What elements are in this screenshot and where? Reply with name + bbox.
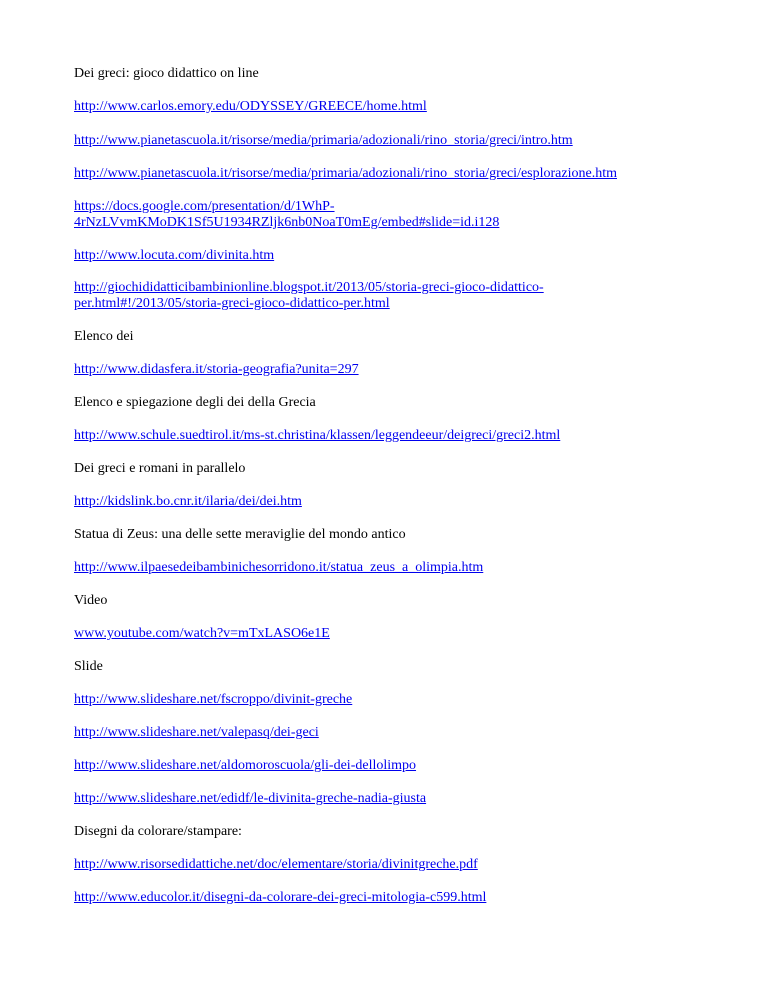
link-schule-suedtirol[interactable] xyxy=(74,428,704,444)
link-risorsedidattiche[interactable] xyxy=(74,857,704,873)
link-didasfera[interactable] xyxy=(74,362,704,378)
heading-dei-greci-gioco xyxy=(74,66,704,82)
link-slideshare-valepasq[interactable] xyxy=(74,725,704,741)
hyperlink-line-1[interactable]: https://docs.google.com/presentation/d/1WhP- xyxy=(74,199,335,214)
heading-slide xyxy=(74,659,704,675)
hyperlink[interactable]: http://kidslink.bo.cnr.it/ilaria/dei/dei.htm xyxy=(74,494,302,509)
heading-statua-zeus xyxy=(74,527,704,543)
hyperlink[interactable]: www.youtube.com/watch?v=mTxLASO6e1E xyxy=(74,626,330,641)
hyperlink-line-1[interactable]: http://giochididatticibambinionline.blogspot.it/2013/05/storia-greci-gioco-didattico- xyxy=(74,280,544,295)
heading-video xyxy=(74,593,704,609)
heading-disegni xyxy=(74,824,704,840)
paragraph-text: Dei greci: gioco didattico on line xyxy=(74,66,259,81)
heading-dei-greci-romani xyxy=(74,461,704,477)
hyperlink[interactable]: http://www.pianetascuola.it/risorse/media/primaria/adozionali/rino_storia/greci/esplorazione.htm xyxy=(74,166,617,181)
link-pianetascuola-esplorazione[interactable] xyxy=(74,166,704,182)
link-carlos-odyssey[interactable] xyxy=(74,99,704,115)
hyperlink[interactable]: http://www.didasfera.it/storia-geografia?unita=297 xyxy=(74,362,359,377)
link-ilpaesedeibambini[interactable] xyxy=(74,560,704,576)
hyperlink[interactable]: http://www.slideshare.net/aldomoroscuola/gli-dei-dellolimpo xyxy=(74,758,417,773)
link-google-docs-presentation[interactable] xyxy=(74,199,704,231)
link-slideshare-aldomoro[interactable] xyxy=(74,758,704,774)
heading-elenco-spiegazione xyxy=(74,395,704,411)
hyperlink-line-2[interactable]: 4rNzLVvmKMoDK1Sf5U1934RZljk6nb0NoaT0mEg/embed#slide=id.i128 xyxy=(74,215,500,230)
hyperlink[interactable]: http://www.slideshare.net/fscroppo/divinit-greche xyxy=(74,692,353,707)
hyperlink[interactable]: http://www.locuta.com/divinita.htm xyxy=(74,248,275,263)
paragraph-text: Dei greci e romani in parallelo xyxy=(74,461,246,476)
paragraph-text: Slide xyxy=(74,659,103,674)
hyperlink[interactable]: http://www.risorsedidattiche.net/doc/elementare/storia/divinitgreche.pdf xyxy=(74,857,478,872)
link-slideshare-fscroppo[interactable] xyxy=(74,692,704,708)
link-kidslink[interactable] xyxy=(74,494,704,510)
hyperlink[interactable]: http://www.schule.suedtirol.it/ms-st.christina/klassen/leggendeeur/deigreci/greci2.html xyxy=(74,428,561,443)
paragraph-text: Elenco e spiegazione degli dei della Grecia xyxy=(74,395,316,410)
hyperlink[interactable]: http://www.carlos.emory.edu/ODYSSEY/GREECE/home.html xyxy=(74,99,427,114)
hyperlink[interactable]: http://www.pianetascuola.it/risorse/media/primaria/adozionali/rino_storia/greci/intro.htm xyxy=(74,133,573,148)
paragraph-text: Statua di Zeus: una delle sette meraviglie del mondo antico xyxy=(74,527,406,542)
link-youtube[interactable] xyxy=(74,626,704,642)
hyperlink[interactable]: http://www.slideshare.net/valepasq/dei-geci xyxy=(74,725,319,740)
hyperlink[interactable]: http://www.ilpaesedeibambinichesorridono.it/statua_zeus_a_olimpia.htm xyxy=(74,560,484,575)
paragraph-text: Disegni da colorare/stampare: xyxy=(74,824,242,839)
hyperlink[interactable]: http://www.educolor.it/disegni-da-colorare-dei-greci-mitologia-c599.html xyxy=(74,890,487,905)
hyperlink-line-2[interactable]: per.html#!/2013/05/storia-greci-gioco-didattico-per.html xyxy=(74,296,390,311)
hyperlink[interactable]: http://www.slideshare.net/edidf/le-divinita-greche-nadia-giusta xyxy=(74,791,427,806)
link-slideshare-edidf[interactable] xyxy=(74,791,704,807)
link-giochididattici-blogspot[interactable] xyxy=(74,280,704,312)
link-pianetascuola-intro[interactable] xyxy=(74,133,704,149)
link-educolor[interactable] xyxy=(74,890,704,906)
heading-elenco-dei xyxy=(74,329,704,345)
link-locuta-divinita[interactable] xyxy=(74,248,704,264)
paragraph-text: Elenco dei xyxy=(74,329,134,344)
paragraph-text: Video xyxy=(74,593,108,608)
